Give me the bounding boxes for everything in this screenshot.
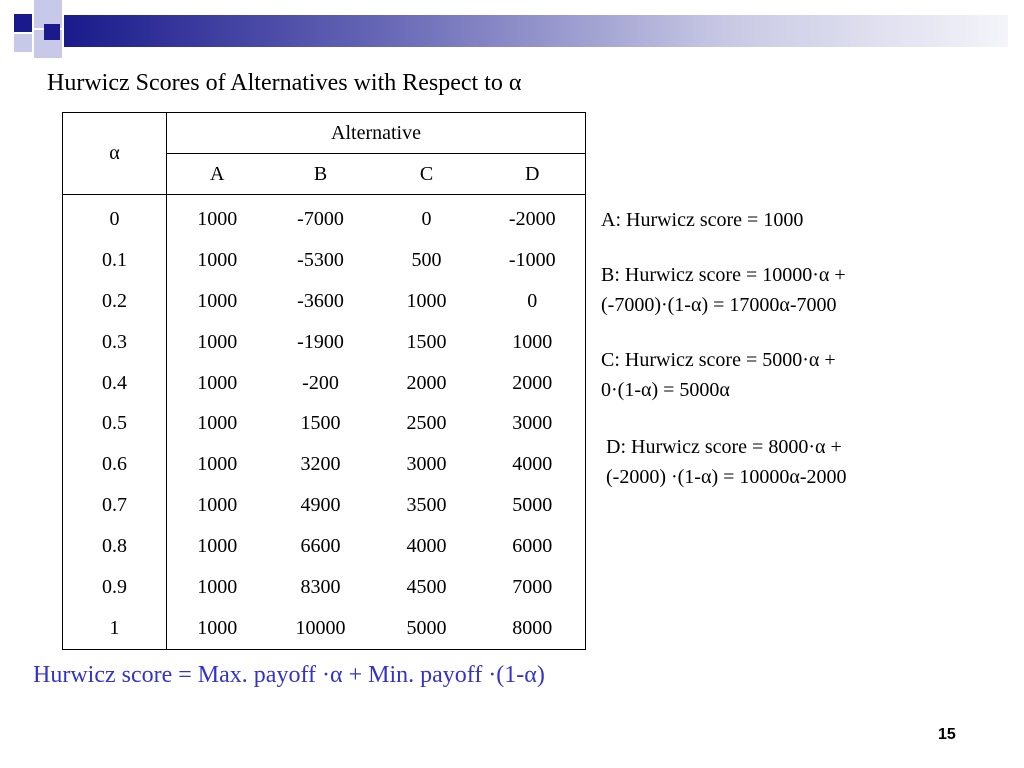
score-cell-a: 1000 [197, 289, 238, 312]
column-header-b: B [268, 154, 374, 195]
alpha-cell: 0.1 [63, 240, 167, 281]
table-row [63, 240, 586, 281]
score-cell-a: 1000 [197, 371, 238, 394]
note-b [601, 260, 846, 320]
alternative-header: Alternative [167, 113, 586, 154]
decor-square-light [14, 34, 32, 52]
score-cell-c: 2000 [406, 371, 447, 394]
page-number: 15 [938, 726, 956, 743]
column-header-d: D [480, 154, 586, 195]
note-a [601, 205, 803, 235]
alpha-cell: 0 [63, 195, 167, 240]
score-cell-c: 500 [411, 248, 442, 271]
score-cell-b: -7000 [297, 207, 344, 230]
score-cell-a: 1000 [197, 453, 238, 476]
column-header-c: C [374, 154, 480, 195]
score-cell-c: 1000 [406, 289, 447, 312]
table-row [63, 444, 586, 485]
note-a-line1: A: Hurwicz score = 1000 [601, 209, 804, 231]
table-row [63, 608, 586, 649]
note-b-line1: B: Hurwicz score = 10000·α + [601, 264, 846, 286]
alpha-cell: 0.5 [63, 403, 167, 444]
score-cell-d: 8000 [512, 616, 553, 639]
hurwicz-formula: Hurwicz score = Max. payoff ·α + Min. payoff ·(1-α) [33, 662, 545, 688]
alpha-cell: 0.6 [63, 444, 167, 485]
score-cell-b: -200 [302, 371, 339, 394]
column-header-a: A [167, 154, 268, 195]
note-c-line1: C: Hurwicz score = 5000·α + [601, 349, 836, 371]
score-cell-c: 0 [421, 207, 432, 230]
score-cell-c: 4500 [406, 575, 447, 598]
score-cell-d: 0 [527, 289, 538, 312]
decor-square-dark [14, 14, 32, 32]
score-cell-c: 5000 [406, 616, 447, 639]
score-cell-d: 7000 [512, 575, 553, 598]
score-cell-b: 1500 [300, 412, 341, 435]
table-row [63, 403, 586, 444]
note-d-line1: D: Hurwicz score = 8000·α + [606, 436, 842, 458]
header-gradient-bar [64, 15, 1008, 47]
table-row [63, 281, 586, 322]
score-cell-b: -1900 [297, 330, 344, 353]
score-cell-d: 1000 [512, 330, 553, 353]
score-cell-c: 3500 [406, 494, 447, 517]
alpha-header: α [63, 113, 167, 195]
table-row [63, 567, 586, 608]
alpha-cell: 1 [63, 608, 167, 649]
table-row [63, 322, 586, 363]
note-c-line2: 0·(1-α) = 5000α [601, 379, 730, 401]
score-cell-d: 6000 [512, 535, 553, 558]
score-cell-b: 3200 [300, 453, 341, 476]
score-cell-b: -3600 [297, 289, 344, 312]
decor-square-dark [44, 24, 60, 40]
score-cell-a: 1000 [197, 207, 238, 230]
table-row [63, 363, 586, 404]
score-cell-a: 1000 [197, 330, 238, 353]
score-cell-a: 1000 [197, 412, 238, 435]
score-cell-d: 4000 [512, 453, 553, 476]
alpha-cell: 0.3 [63, 322, 167, 363]
score-cell-c: 2500 [406, 412, 447, 435]
score-cell-a: 1000 [197, 575, 238, 598]
score-cell-b: 8300 [300, 575, 341, 598]
note-d-line2: (-2000) ·(1-α) = 10000α-2000 [606, 466, 847, 488]
alpha-cell: 0.7 [63, 485, 167, 526]
score-cell-c: 1500 [406, 330, 447, 353]
score-cell-b: 6600 [300, 535, 341, 558]
score-cell-a: 1000 [197, 616, 238, 639]
score-cell-b: 4900 [300, 494, 341, 517]
score-cell-d: 5000 [512, 494, 553, 517]
score-cell-a: 1000 [197, 535, 238, 558]
score-cell-a: 1000 [197, 248, 238, 271]
score-cell-d: 2000 [512, 371, 553, 394]
score-cell-d: -2000 [508, 207, 556, 230]
slide-title: Hurwicz Scores of Alternatives with Respect to α [47, 70, 522, 96]
note-d [606, 432, 847, 492]
alpha-cell: 0.4 [63, 363, 167, 404]
score-cell-b: 10000 [295, 616, 346, 639]
table-row [63, 195, 586, 240]
alpha-cell: 0.9 [63, 567, 167, 608]
score-cell-c: 3000 [406, 453, 447, 476]
score-cell-d: 3000 [512, 412, 553, 435]
alpha-cell: 0.2 [63, 281, 167, 322]
score-cell-a: 1000 [197, 494, 238, 517]
note-c [601, 345, 836, 405]
score-cell-d: -1000 [508, 248, 556, 271]
hurwicz-table [62, 112, 586, 650]
table-row [63, 526, 586, 567]
score-cell-c: 4000 [406, 535, 447, 558]
alpha-cell: 0.8 [63, 526, 167, 567]
note-b-line2: (-7000)·(1-α) = 17000α-7000 [601, 294, 837, 316]
table-row [63, 485, 586, 526]
score-cell-b: -5300 [297, 248, 344, 271]
